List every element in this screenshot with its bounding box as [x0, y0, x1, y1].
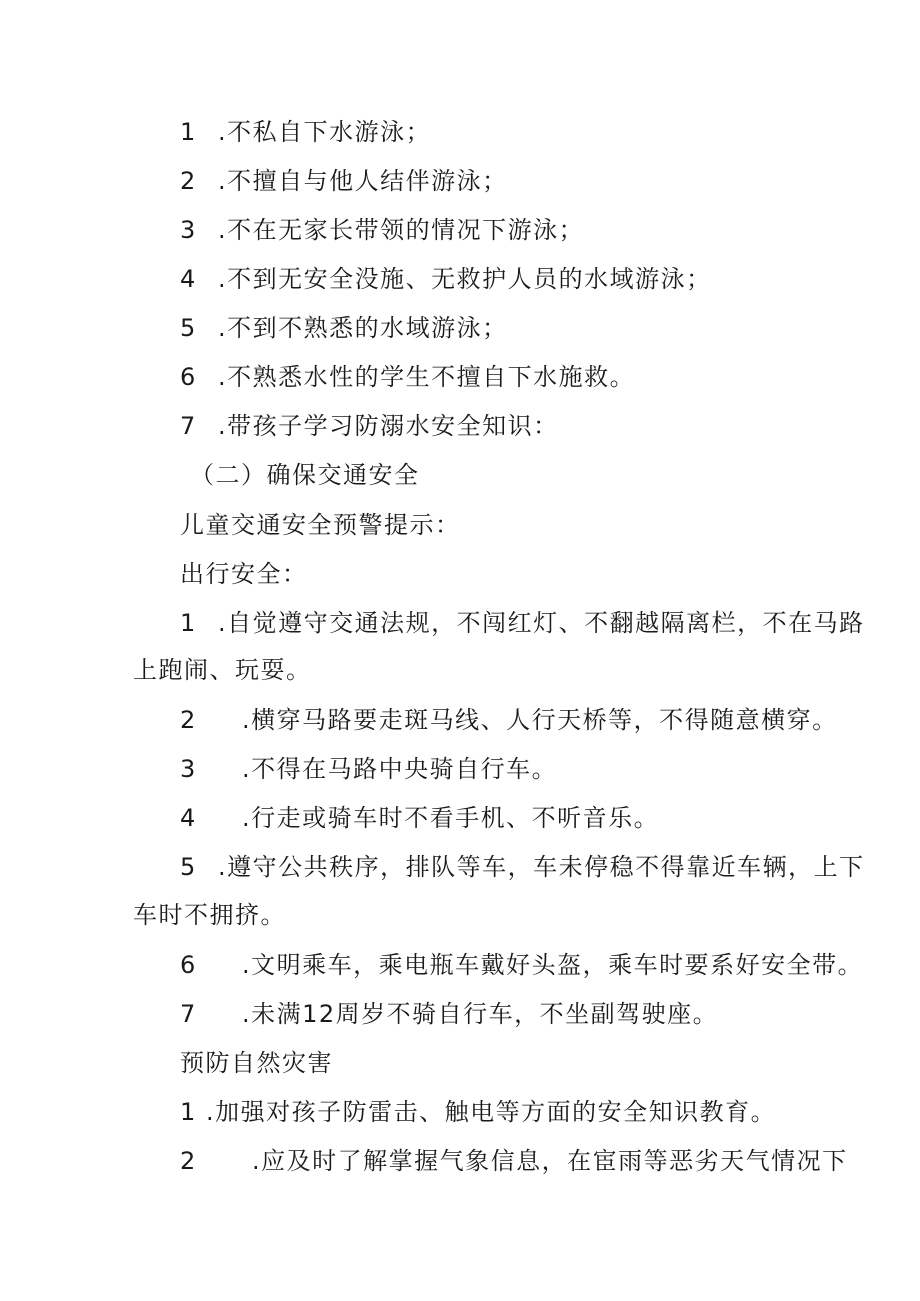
item-number: 6 [180, 363, 197, 391]
disaster-item-2 [180, 1146, 848, 1176]
disaster-heading: 预防自然灾害 [180, 1049, 333, 1077]
item-separator: . [218, 118, 228, 146]
item-text: 不擅自与他人结伴游泳； [227, 167, 508, 195]
item-text: 不得在马路中央骑自行车。 [251, 755, 558, 783]
item-text: 不在无家长带领的情况下游泳； [227, 216, 585, 244]
item-number: 7 [180, 412, 197, 440]
item-number: 7 [180, 1000, 197, 1028]
section-heading: （二）确保交通安全 [190, 461, 420, 489]
item-text: 未满12周岁不骑自行车，不坐副驾驶座。 [251, 1000, 719, 1028]
travel-item-5-continuation: 车时不拥挤。 [133, 901, 286, 929]
item-text: 应及时了解掌握气象信息，在宦雨等恶劣天气情况下 [261, 1147, 848, 1175]
item-separator: . [218, 167, 228, 195]
item-number: 2 [180, 706, 197, 734]
item-number: 2 [180, 167, 197, 195]
item-number: 4 [180, 804, 197, 832]
item-number: 3 [180, 755, 197, 783]
item-number: 5 [180, 853, 197, 881]
warning-heading: 儿童交通安全预警提示： [180, 511, 461, 539]
item-text: 带孩子学习防溺水安全知识： [227, 412, 559, 440]
swim-item-4 [180, 264, 712, 294]
item-separator: . [242, 804, 252, 832]
item-separator: . [218, 412, 228, 440]
item-separator: . [242, 1000, 252, 1028]
travel-heading: 出行安全： [180, 560, 308, 588]
item-text: 加强对孩子防雷击、触电等方面的安全知识教育。 [215, 1098, 777, 1126]
item-separator: . [218, 853, 228, 881]
item-text: 不到不熟悉的水域游泳； [227, 314, 508, 342]
travel-item-2 [180, 705, 838, 735]
item-number: 1 [180, 1098, 197, 1126]
swim-item-7 [180, 411, 559, 441]
item-separator: . [218, 363, 228, 391]
item-separator: . [218, 265, 228, 293]
travel-item-7 [180, 999, 718, 1029]
item-number: 1 [180, 609, 197, 637]
item-number: 1 [180, 118, 197, 146]
item-number: 2 [180, 1147, 197, 1175]
swim-item-1 [180, 117, 431, 147]
item-separator: . [218, 314, 228, 342]
item-text: 不私自下水游泳； [227, 118, 432, 146]
swim-item-2 [180, 166, 508, 196]
item-number: 5 [180, 314, 197, 342]
item-separator: . [206, 1098, 216, 1126]
item-text: 自觉遵守交通法规，不闯红灯、不翻越隔离栏，不在马路 [227, 609, 865, 637]
item-text: 横穿马路要走斑马线、人行天桥等，不得随意横穿。 [251, 706, 838, 734]
disaster-item-1 [180, 1097, 776, 1127]
travel-item-1-continuation: 上跑闹、玩耍。 [133, 656, 312, 684]
item-number: 3 [180, 216, 197, 244]
travel-item-3 [180, 754, 557, 784]
item-separator: . [242, 951, 252, 979]
item-text: 不熟悉水性的学生不擅自下水施救。 [227, 363, 636, 391]
item-text: 遵守公共秩序，排队等车，车未停稳不得靠近车辆，上下 [227, 853, 865, 881]
item-number: 6 [180, 951, 197, 979]
item-number: 4 [180, 265, 197, 293]
item-text: 不到无安全没施、无救护人员的水域游泳； [227, 265, 712, 293]
item-text: 文明乘车，乘电瓶车戴好头盔，乘车时要系好安全带。 [251, 951, 864, 979]
item-separator: . [252, 1147, 262, 1175]
travel-item-4 [180, 803, 659, 833]
travel-item-1 [180, 608, 865, 638]
swim-item-3 [180, 215, 584, 245]
travel-item-5 [180, 852, 865, 882]
swim-item-5 [180, 313, 508, 343]
item-separator: . [218, 216, 228, 244]
item-separator: . [242, 706, 252, 734]
item-separator: . [218, 609, 228, 637]
item-text: 行走或骑车时不看手机、不听音乐。 [251, 804, 660, 832]
travel-item-6 [180, 950, 863, 980]
swim-item-6 [180, 362, 635, 392]
item-separator: . [242, 755, 252, 783]
